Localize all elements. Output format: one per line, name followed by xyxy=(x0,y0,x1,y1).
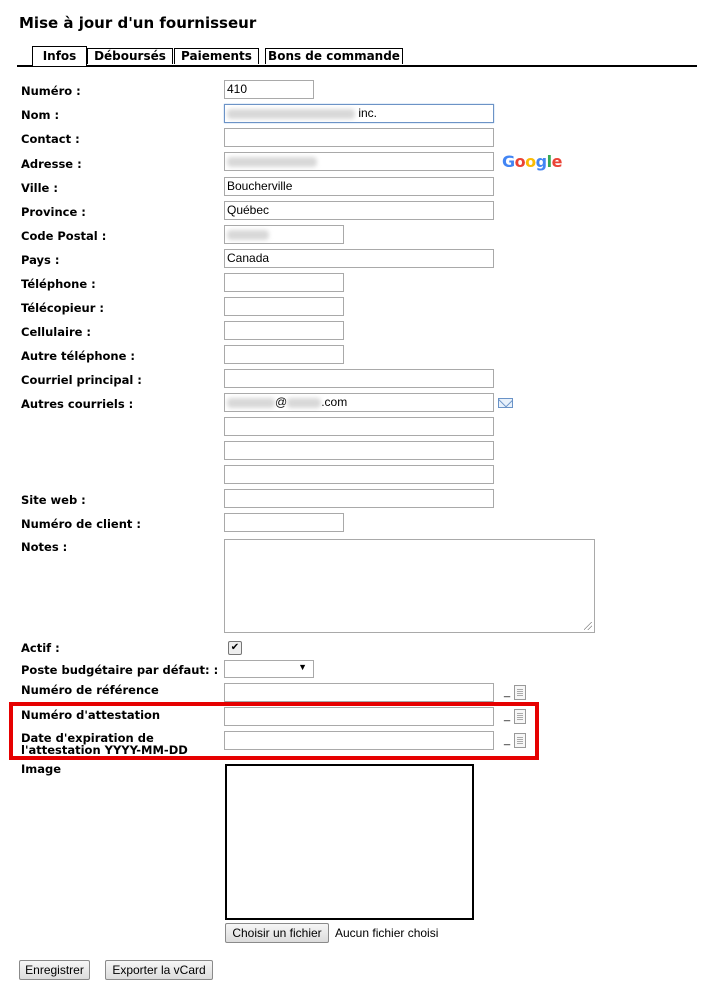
dash-separator: _ xyxy=(504,734,511,746)
label-ville: Ville : xyxy=(21,181,58,195)
no-file-text: Aucun fichier choisi xyxy=(335,926,439,940)
notes-textarea[interactable] xyxy=(224,539,595,633)
label-autres-courriels: Autres courriels : xyxy=(21,397,134,411)
ville-value: Boucherville xyxy=(227,179,293,193)
pays-input[interactable] xyxy=(224,249,494,268)
label-date-expiration-line2: l'attestation YYYY-MM-DD xyxy=(21,743,188,757)
dropdown-arrow-icon: ▼ xyxy=(298,662,307,672)
google-logo[interactable]: Google xyxy=(502,152,562,171)
pays-value: Canada xyxy=(227,251,270,265)
tab-bons-de-commande[interactable]: Bons de commande xyxy=(265,48,403,64)
label-site-web: Site web : xyxy=(21,493,86,507)
autres-courriels-input-1[interactable] xyxy=(224,393,494,412)
code-postal-input[interactable] xyxy=(224,225,344,244)
numero-value: 410 xyxy=(227,82,248,96)
ville-input[interactable] xyxy=(224,177,494,196)
redacted-address xyxy=(227,157,317,167)
actif-checkbox[interactable]: ✔ xyxy=(228,641,242,655)
label-actif: Actif : xyxy=(21,641,60,655)
label-courriel-principal: Courriel principal : xyxy=(21,373,142,387)
nom-suffix: inc. xyxy=(358,106,378,120)
poste-budgetaire-select[interactable] xyxy=(224,660,314,678)
site-web-input[interactable] xyxy=(224,489,494,508)
redacted-name xyxy=(227,109,355,119)
label-image: Image xyxy=(21,762,62,776)
label-date-expiration-line1: Date d'expiration de xyxy=(21,731,154,745)
label-telephone: Téléphone : xyxy=(21,277,96,291)
dash-separator: _ xyxy=(504,710,511,722)
label-numero-attestation: Numéro d'attestation xyxy=(21,708,161,722)
autres-courriels-input-3[interactable] xyxy=(224,441,494,460)
label-adresse: Adresse : xyxy=(21,157,82,171)
resize-grip-icon[interactable] xyxy=(584,622,592,630)
label-contact: Contact : xyxy=(21,132,80,146)
tab-debourses[interactable]: Déboursés xyxy=(87,48,173,64)
email-at: @ xyxy=(275,395,288,409)
highlight-box xyxy=(9,702,539,760)
label-numero-reference: Numéro de référence xyxy=(21,683,159,697)
label-notes: Notes : xyxy=(21,540,68,554)
contact-input[interactable] xyxy=(224,128,494,147)
label-autre-telephone: Autre téléphone : xyxy=(21,349,136,363)
choose-file-button[interactable]: Choisir un fichier xyxy=(225,923,329,943)
document-icon[interactable] xyxy=(514,685,526,700)
province-value: Québec xyxy=(227,203,270,217)
mail-icon[interactable] xyxy=(498,398,513,408)
autres-courriels-input-2[interactable] xyxy=(224,417,494,436)
label-cellulaire: Cellulaire : xyxy=(21,325,92,339)
redacted-email-domain xyxy=(287,398,321,408)
numero-input[interactable] xyxy=(224,80,314,99)
label-telecopieur: Télécopieur : xyxy=(21,301,105,315)
dash-separator: _ xyxy=(504,686,511,698)
province-input[interactable] xyxy=(224,201,494,220)
courriel-principal-input[interactable] xyxy=(224,369,494,388)
save-button[interactable]: Enregistrer xyxy=(19,960,90,980)
redacted-postal-code xyxy=(227,230,269,240)
label-numero: Numéro : xyxy=(21,84,81,98)
telephone-input[interactable] xyxy=(224,273,344,292)
nom-input[interactable] xyxy=(224,104,494,123)
numero-client-input[interactable] xyxy=(224,513,344,532)
tab-paiements[interactable]: Paiements xyxy=(174,48,259,64)
email-suffix: .com xyxy=(321,395,348,409)
redacted-email-user xyxy=(227,398,275,408)
label-numero-client: Numéro de client : xyxy=(21,517,141,531)
tab-bar xyxy=(17,46,697,67)
autres-courriels-input-4[interactable] xyxy=(224,465,494,484)
page-title: Mise à jour d'un fournisseur xyxy=(19,14,257,32)
label-poste-budgetaire: Poste budgétaire par défaut: : xyxy=(21,663,219,677)
export-vcard-button[interactable]: Exporter la vCard xyxy=(105,960,213,980)
label-code-postal: Code Postal : xyxy=(21,229,107,243)
telecopieur-input[interactable] xyxy=(224,297,344,316)
label-nom: Nom : xyxy=(21,108,60,122)
numero-reference-input[interactable] xyxy=(224,683,494,702)
cellulaire-input[interactable] xyxy=(224,321,344,340)
adresse-input[interactable] xyxy=(224,152,494,171)
image-preview xyxy=(225,764,474,920)
autre-telephone-input[interactable] xyxy=(224,345,344,364)
tab-infos[interactable]: Infos xyxy=(32,46,87,66)
label-pays: Pays : xyxy=(21,253,60,267)
label-province: Province : xyxy=(21,205,86,219)
